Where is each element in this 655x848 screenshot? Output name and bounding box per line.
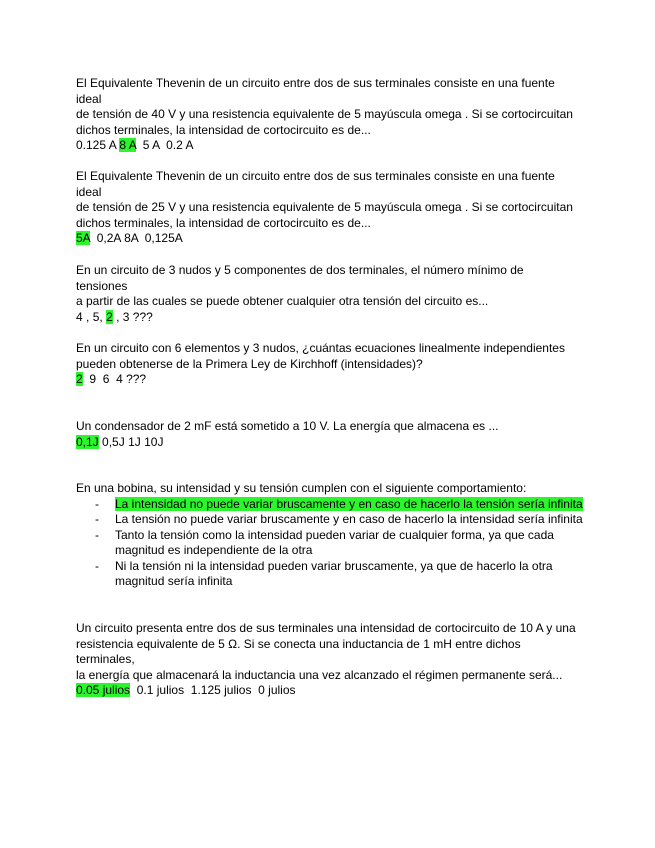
question-1 (76, 76, 576, 154)
question-text-line: pueden obtenerse de la Primera Ley de Kirchhoff (intensidades)? (76, 356, 423, 371)
question-6 (76, 481, 586, 590)
question-4 (76, 341, 576, 388)
question-7 (76, 621, 576, 699)
question-text-line: de tensión de 25 V y una resistencia equivalente de 5 mayúscula omega . Si se cortocircuitan (76, 200, 573, 214)
answer-option: 0,125A (144, 231, 183, 245)
question-text-line: la energía que almacenará la inductancia una vez alcanzado el régimen permanente será... (76, 667, 563, 682)
answer-option: 1.125 julios (190, 683, 252, 697)
answer-option: 0.1 julios (136, 683, 185, 697)
question-text-line: En una bobina, su intensidad y su tensión cumplen con el siguiente comportamiento: (76, 481, 527, 495)
answer-options (76, 231, 576, 247)
question-text-line: El Equivalente Thevenin de un circuito entre dos de sus terminales consiste en una fuente ideal (76, 76, 555, 106)
answer-option-highlighted: 8 A (119, 138, 137, 152)
question-text-line: Un circuito presenta entre dos de sus terminales una intensidad de cortocircuito de 10 A y una (76, 621, 576, 635)
answer-option: 0,2A (96, 231, 121, 245)
answer-bullet-list (76, 497, 586, 590)
answer-options (76, 138, 576, 154)
question-text-line: dichos terminales, la intensidad de cortocircuito es de... (76, 122, 371, 137)
answer-option: 8A (124, 231, 139, 245)
question-text-line: de tensión de 40 V y una resistencia equivalente de 5 mayúscula omega . Si se cortocircuitan (76, 107, 573, 121)
answer-bullet: - Tanto la tensión como la intensidad pueden variar de cualquier forma, ya que cada magnitud es independiente de la otra (76, 528, 586, 559)
question-text-line: a partir de las cuales se puede obtener cualquier otra tensión del circuito es... (76, 294, 489, 308)
question-text-line: El Equivalente Thevenin de un circuito entre dos de sus terminales consiste en una fuente ideal (76, 169, 555, 199)
answer-options (76, 372, 576, 388)
answer-options (76, 435, 576, 451)
question-3 (76, 263, 576, 325)
question-2 (76, 169, 576, 247)
question-text-line: dichos terminales, la intensidad de cortocircuito es de... (76, 215, 371, 230)
answer-option-highlighted: 2 (106, 309, 113, 324)
answer-option: 4 (76, 309, 83, 324)
answer-option-highlighted: 0,1J (76, 434, 99, 449)
question-5 (76, 419, 576, 450)
answer-option: 6 (102, 372, 110, 386)
question-text-line: En un circuito con 6 elementos y 3 nudos, ¿cuántas ecuaciones linealmente independientes (76, 341, 565, 355)
answer-option: 4 ??? (116, 372, 147, 386)
answer-bullet: - Ni la tensión ni la intensidad pueden variar bruscamente, ya que de hacerlo la otra magnitud sería infinita (76, 559, 586, 590)
answer-option-highlighted: 0.05 julios (76, 683, 131, 697)
answer-option: 0.125 A (76, 138, 117, 152)
answer-option: 5 (92, 309, 100, 324)
answer-option: 10J (144, 434, 164, 449)
answer-bullet-highlighted: - La intensidad no puede variar bruscamente y en caso de hacerlo la tensión sería infinita (76, 497, 586, 513)
answer-options: 4 , 5, 2 , 3 ??? (76, 309, 153, 324)
answer-option: 0 julios (258, 683, 296, 697)
answer-bullet: - La tensión no puede variar bruscamente y en caso de hacerlo la intensidad sería infinita (76, 512, 586, 528)
question-text-line: En un circuito de 3 nudos y 5 componentes de dos terminales, el número mínimo de tensiones (76, 263, 524, 293)
answer-option: 0,5J (102, 434, 125, 449)
answer-option: 3 ??? (122, 309, 153, 324)
answer-option: 9 (89, 372, 97, 386)
question-text-line: Un condensador de 2 mF está sometido a 10 V. La energía que almacena es ... (76, 419, 499, 433)
question-text-line: resistencia equivalente de 5 Ω. Si se conecta una inductancia de 1 mH entre dichos terminales, (76, 636, 521, 666)
answer-option-highlighted: 5A (76, 231, 91, 245)
answer-option: 1J (128, 434, 141, 449)
answer-option-highlighted: 2 (76, 372, 83, 386)
answer-option: 0.2 A (166, 138, 194, 152)
answer-option: 5 A (142, 138, 160, 152)
answer-options (76, 683, 576, 699)
